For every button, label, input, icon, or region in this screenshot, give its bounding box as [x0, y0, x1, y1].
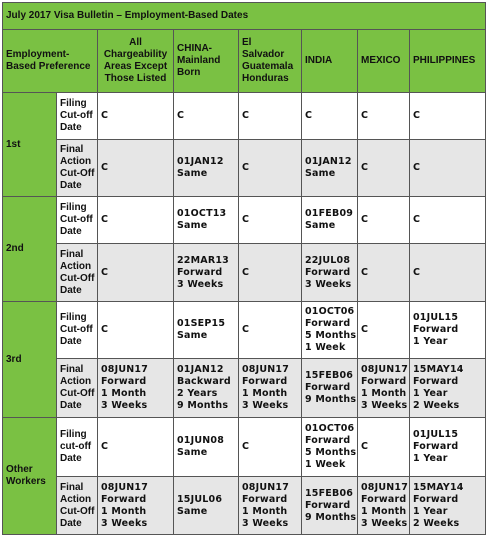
date-cell: [98, 244, 174, 302]
cell-line: 08JUN17: [101, 364, 149, 375]
cell-line: 1 Year: [413, 453, 448, 464]
cell-line: C: [361, 441, 369, 452]
cell-line: 2 Years: [177, 388, 218, 399]
cell-line: 01JUL15: [413, 429, 459, 440]
date-cell: [358, 197, 410, 244]
cell-line: 15MAY14: [413, 481, 464, 493]
cell-line: Same: [177, 168, 208, 179]
cell-line: 1 Year: [413, 388, 448, 399]
cell-line: Cut-Off: [60, 505, 95, 517]
header-mexico: [358, 30, 410, 93]
header-line: Based Preference: [6, 61, 91, 72]
date-cell: [410, 302, 486, 359]
cell-line: 1 Week: [305, 342, 346, 353]
date-cell: [98, 197, 174, 244]
cell-line: Forward: [361, 493, 407, 505]
table-row: [3, 140, 486, 197]
cell-line: C: [177, 110, 185, 121]
date-cell: [174, 302, 239, 359]
filing-date-label: [57, 93, 98, 140]
header-line: CHINA-: [177, 43, 212, 54]
filing-date-label: [57, 302, 98, 359]
cell-line: 1 Week: [305, 459, 346, 470]
header-line: Areas Except: [103, 61, 168, 72]
cell-line: Forward: [413, 441, 459, 452]
date-cell: [358, 93, 410, 140]
date-cell: [174, 477, 239, 535]
header-line: Mainland: [177, 55, 221, 66]
cell-line: Filing: [60, 202, 87, 213]
date-cell: [98, 140, 174, 197]
cell-line: 1 Month: [361, 505, 407, 517]
cell-line: 15MAY14: [413, 364, 464, 375]
cell-line: 08JUN17: [101, 481, 149, 493]
date-cell: [358, 140, 410, 197]
cell-line: Final: [60, 481, 84, 493]
cell-line: C: [101, 110, 109, 121]
cell-line: 01OCT06: [305, 306, 355, 317]
cell-line: 01JAN12: [305, 156, 352, 167]
header-line: Chargeability: [103, 49, 168, 60]
cell-line: Date: [60, 284, 82, 296]
date-cell: [98, 477, 174, 535]
header-china: [174, 30, 239, 93]
date-cell: [239, 244, 302, 302]
date-cell: [302, 93, 358, 140]
cell-line: Forward: [242, 376, 288, 387]
cell-line: C: [101, 441, 109, 452]
header-all-chargeability: [98, 30, 174, 93]
cell-line: Date: [60, 180, 82, 191]
cell-line: 08JUN17: [242, 481, 290, 493]
cell-line: Same: [177, 330, 208, 341]
date-cell: [410, 93, 486, 140]
cell-line: Cut-off: [60, 110, 93, 121]
cell-line: Action: [60, 260, 92, 272]
date-cell: [98, 302, 174, 359]
date-cell: [302, 359, 358, 418]
date-cell: [239, 302, 302, 359]
preference-label: [3, 418, 57, 535]
final-action-label: [57, 477, 98, 535]
cell-line: 1 Year: [413, 505, 448, 517]
header-line: Guatemala: [242, 61, 294, 72]
table-row: [3, 359, 486, 418]
cell-line: 01JAN12: [177, 364, 224, 375]
date-cell: [358, 477, 410, 535]
cell-line: Forward: [413, 376, 459, 387]
cell-line: Action: [60, 156, 92, 167]
cell-line: C: [242, 266, 250, 278]
date-cell: [239, 359, 302, 418]
cell-line: Same: [177, 220, 208, 231]
cell-line: C: [242, 162, 250, 173]
final-action-label: [57, 140, 98, 197]
date-cell: [174, 359, 239, 418]
final-action-label: [57, 359, 98, 418]
date-cell: [174, 93, 239, 140]
cell-line: Forward: [101, 493, 147, 505]
cell-line: Forward: [413, 493, 459, 505]
cell-line: C: [242, 324, 250, 335]
cell-line: C: [361, 162, 369, 173]
cell-line: C: [413, 266, 421, 278]
cell-line: Workers: [6, 476, 46, 487]
table-row: [3, 418, 486, 477]
header-philippines: [410, 30, 486, 93]
cell-line: 1 Month: [242, 388, 288, 399]
final-action-label: [57, 244, 98, 302]
cell-line: 01JUL15: [413, 312, 459, 323]
cell-line: 08JUN17: [361, 364, 409, 375]
cell-line: 01JUN08: [177, 435, 225, 446]
cell-line: Same: [177, 505, 208, 517]
cell-line: Same: [305, 168, 336, 179]
cell-line: Filing: [60, 312, 87, 323]
cell-line: C: [305, 110, 313, 121]
header-line: El: [242, 37, 252, 48]
date-cell: [302, 244, 358, 302]
cell-line: C: [101, 266, 109, 278]
cell-line: C: [101, 162, 109, 173]
date-cell: [302, 140, 358, 197]
cell-line: Filing: [60, 98, 87, 109]
cell-line: 15FEB06: [305, 487, 354, 499]
cell-line: C: [413, 110, 421, 121]
date-cell: [174, 140, 239, 197]
header-india: [302, 30, 358, 93]
date-cell: [239, 197, 302, 244]
cell-line: C: [242, 110, 250, 121]
cell-line: 01SEP15: [177, 318, 226, 329]
preference-label: 1st: [3, 93, 57, 197]
cell-line: 1 Month: [242, 505, 288, 517]
date-cell: [239, 418, 302, 477]
cell-line: 3 Weeks: [361, 400, 408, 411]
cell-line: C: [242, 214, 250, 225]
cell-line: Cut-off: [60, 214, 93, 225]
cell-line: Filing: [60, 429, 87, 440]
cell-line: C: [101, 324, 109, 335]
cell-line: C: [242, 441, 250, 452]
cell-line: 2 Weeks: [413, 517, 460, 529]
cell-line: Action: [60, 493, 92, 505]
header-line: INDIA: [305, 55, 333, 66]
cell-line: Same: [177, 447, 208, 458]
cell-line: C: [413, 162, 421, 173]
cell-line: 5 Months: [305, 447, 357, 458]
cell-line: 22JUL08: [305, 254, 351, 266]
cell-line: Date: [60, 226, 82, 237]
cell-line: Action: [60, 376, 92, 387]
cell-line: Cut-Off: [60, 272, 95, 284]
cell-line: Forward: [101, 376, 147, 387]
date-cell: [174, 244, 239, 302]
cell-line: 9 Months: [305, 511, 357, 523]
cell-line: C: [413, 214, 421, 225]
cell-line: 1 Month: [361, 388, 407, 399]
date-cell: [358, 302, 410, 359]
filing-date-label: [57, 418, 98, 477]
table-title: July 2017 Visa Bulletin – Employment-Based Dates: [3, 3, 486, 30]
cell-line: 3 Weeks: [177, 278, 224, 290]
preference-label: 2nd: [3, 197, 57, 302]
date-cell: [239, 477, 302, 535]
date-cell: [302, 302, 358, 359]
cell-line: Forward: [177, 266, 223, 278]
cell-line: C: [361, 214, 369, 225]
cell-line: C: [101, 214, 109, 225]
cell-line: 3 Weeks: [361, 517, 408, 529]
cell-line: 9 Months: [305, 394, 357, 405]
date-cell: [174, 418, 239, 477]
date-cell: [302, 418, 358, 477]
title-row: [3, 3, 486, 30]
cell-line: Cut-off: [60, 324, 93, 335]
date-cell: [410, 359, 486, 418]
visa-bulletin-table: [2, 2, 486, 535]
cell-line: 1 Month: [101, 388, 147, 399]
table-row: [3, 244, 486, 302]
preference-label: 3rd: [3, 302, 57, 418]
date-cell: [358, 244, 410, 302]
header-line: Honduras: [242, 73, 289, 84]
cell-line: Final: [60, 248, 84, 260]
cell-line: Date: [60, 517, 82, 529]
cell-line: Date: [60, 122, 82, 133]
cell-line: Date: [60, 400, 82, 411]
cell-line: Final: [60, 144, 84, 155]
cell-line: Forward: [242, 493, 288, 505]
cell-line: Forward: [305, 266, 351, 278]
cell-line: Final: [60, 364, 84, 375]
date-cell: [302, 477, 358, 535]
date-cell: [98, 418, 174, 477]
cell-line: 08JUN17: [361, 481, 409, 493]
cell-line: Cut-Off: [60, 168, 95, 179]
cell-line: 01FEB09: [305, 208, 354, 219]
cell-line: 15JUL06: [177, 493, 223, 505]
cell-line: C: [361, 110, 369, 121]
table-row: [3, 302, 486, 359]
date-cell: [98, 93, 174, 140]
header-line: PHILIPPINES: [413, 55, 476, 66]
date-cell: [239, 140, 302, 197]
header-line: MEXICO: [361, 55, 401, 66]
header-preference: [3, 30, 98, 93]
cell-line: 1 Year: [413, 336, 448, 347]
cell-line: Cut-Off: [60, 388, 95, 399]
cell-line: 3 Weeks: [101, 400, 148, 411]
cell-line: 08JUN17: [242, 364, 290, 375]
cell-line: Forward: [305, 435, 351, 446]
cell-line: 3 Weeks: [101, 517, 148, 529]
header-line: Those Listed: [104, 73, 167, 84]
date-cell: [358, 418, 410, 477]
table-row: [3, 93, 486, 140]
table-row: [3, 477, 486, 535]
cell-line: Forward: [361, 376, 407, 387]
cell-line: Forward: [305, 382, 351, 393]
cell-line: C: [361, 266, 369, 278]
cell-line: Forward: [413, 324, 459, 335]
cell-line: 01OCT06: [305, 423, 355, 434]
cell-line: Date: [60, 453, 82, 464]
cell-line: 01OCT13: [177, 208, 227, 219]
cell-line: Backward: [177, 376, 231, 387]
date-cell: [358, 359, 410, 418]
date-cell: [410, 477, 486, 535]
date-cell: [174, 197, 239, 244]
cell-line: Other: [6, 464, 33, 475]
cell-line: cut-off: [60, 441, 92, 452]
date-cell: [239, 93, 302, 140]
cell-line: 3 Weeks: [242, 400, 289, 411]
header-row: [3, 30, 486, 93]
date-cell: [410, 140, 486, 197]
date-cell: [302, 197, 358, 244]
cell-line: 22MAR13: [177, 254, 229, 266]
cell-line: Forward: [305, 499, 351, 511]
cell-line: 1 Month: [101, 505, 147, 517]
cell-line: 5 Months: [305, 330, 357, 341]
cell-line: Same: [305, 220, 336, 231]
cell-line: 3 Weeks: [242, 517, 289, 529]
cell-line: 9 Months: [177, 400, 229, 411]
cell-line: Date: [60, 336, 82, 347]
date-cell: [98, 359, 174, 418]
cell-line: 15FEB06: [305, 370, 354, 381]
filing-date-label: [57, 197, 98, 244]
cell-line: 3 Weeks: [305, 278, 352, 290]
header-line: Employment-: [6, 49, 70, 60]
header-line: Salvador: [242, 49, 285, 60]
date-cell: [410, 418, 486, 477]
date-cell: [410, 197, 486, 244]
cell-line: 01JAN12: [177, 156, 224, 167]
cell-line: Forward: [305, 318, 351, 329]
cell-line: 2 Weeks: [413, 400, 460, 411]
header-line: Born: [177, 67, 201, 78]
header-el-salvador: [239, 30, 302, 93]
cell-line: C: [361, 324, 369, 335]
header-line: All: [129, 37, 142, 48]
date-cell: [410, 244, 486, 302]
table-row: [3, 197, 486, 244]
